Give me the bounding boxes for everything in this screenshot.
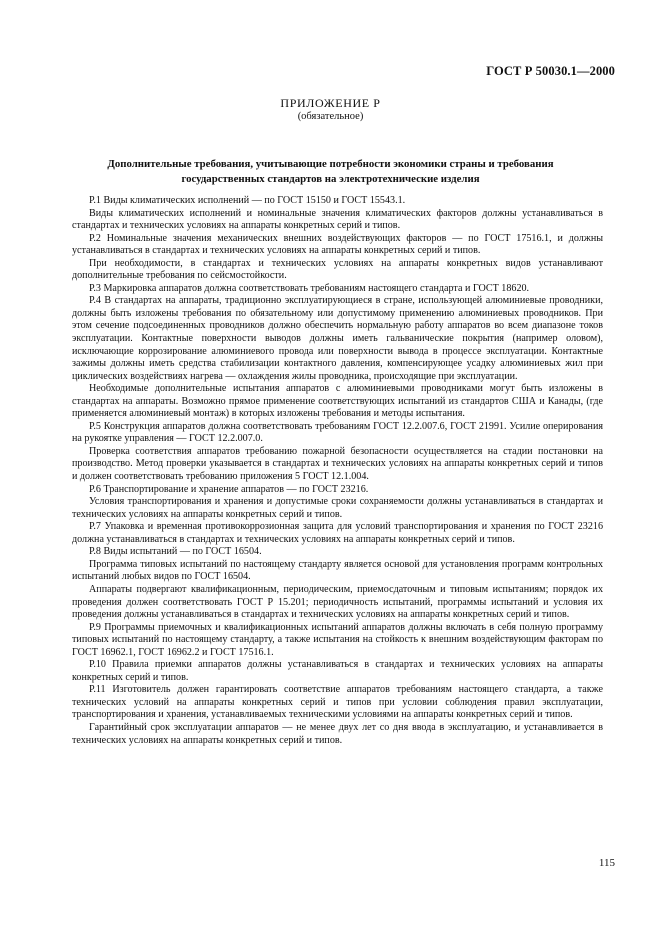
section-heading: Дополнительные требования, учитывающие потребности экономики страны и требования государственных стандартов на электротехнические изделия — [107, 158, 554, 185]
paragraph: Проверка соответствия аппаратов требованию пожарной безопасности осуществляется на стадии постановки на производство. Метод проверки указывается в стандартах и технических условиях на аппараты конкретных серий и типов и должен соответствовать требованию приложения 5 ГОСТ 12.1.004. — [72, 445, 603, 483]
paragraph: При необходимости, в стандартах и технических условиях на аппараты конкретных видов устанавливают дополнительные требования по сейсмостойкости. — [72, 257, 603, 282]
paragraph: Виды климатических исполнений и номинальные значения климатических факторов должны устанавливаться в стандартах и технических условиях на аппараты конкретных серий и типов. — [72, 207, 603, 232]
page-number: 115 — [598, 857, 615, 869]
paragraph: Аппараты подвергают квалификационным, периодическим, приемосдаточным и типовым испытаниям; порядок их проведения должен соответствовать ГОСТ Р 15.201; периодичность испытаний, программы испытаний и условия их проведения должны устанавливаться в стандартах и технических условиях на аппараты конкретных серий и типов. — [72, 583, 603, 621]
paragraph: Условия транспортирования и хранения и допустимые сроки сохраняемости должны устанавливаться в стандартах и технических условиях на аппараты конкретных серий и типов. — [72, 496, 603, 520]
paragraph: Р.9 Программы приемочных и квалификационных испытаний аппаратов должны включать в себя полную программу типовых испытаний по настоящему стандарту, а также испытания на стойкость к внешним воздействующим факторам по ГОСТ 16962.1, ГОСТ 16962.2 и ГОСТ 17516.1. — [72, 621, 603, 658]
appendix-title: ПРИЛОЖЕНИЕ Р — [280, 96, 381, 110]
paragraph: Необходимые дополнительные испытания аппаратов с алюминиевыми проводниками могут быть изложены в стандартах на аппараты. Возможно прямое применение соответствующих испытаний из стандартов США и Канады, (где применяется алюминиевый монтаж) в которых изложены требования и методы испытания. — [72, 383, 603, 420]
paragraph: Р.1 Виды климатических исполнений — по ГОСТ 15150 и ГОСТ 15543.1. — [89, 195, 406, 206]
paragraph: Р.11 Изготовитель должен гарантировать соответствие аппаратов требованиям настоящего стандарта, а также технических условий на аппараты конкретных серий и типов при условии соблюдения правил эксплуатации, транспортирования и хранения, устанавливаемых техническими условиями на аппараты конкретных серий и типов. — [72, 684, 603, 721]
paragraph: Р.10 Правила приемки аппаратов должны устанавливаться в стандартах и технических условиях на аппараты конкретных серий и типов. — [72, 659, 603, 683]
paragraph: Р.7 Упаковка и временная противокоррозионная защита для условий транспортирования и хранения по ГОСТ 23216 должна устанавливаться в стандартах и технических условиях на аппараты конкретных серий и типов. — [72, 521, 603, 545]
appendix-subtitle: (обязательное) — [297, 111, 364, 122]
paragraph: Программа типовых испытаний по настоящему стандарту является основой для установления программ контрольных испытаний любых видов по ГОСТ 16504. — [72, 558, 603, 583]
paragraph: Р.5 Конструкция аппаратов должна соответствовать требованиям ГОСТ 12.2.007.6, ГОСТ 21991. Усилие оперирования на рукоятке управления — ГОСТ 12.2.007.0. — [72, 420, 603, 445]
paragraph: Р.6 Транспортирование и хранение аппаратов — по ГОСТ 23216. — [89, 483, 369, 495]
paragraph: Р.2 Номинальные значения механических внешних воздействующих факторов — по ГОСТ 17516.1, и должны устанавливаться в стандартах и технических условиях на аппараты конкретных серий и типов. — [72, 232, 603, 257]
paragraph: Р.8 Виды испытаний — по ГОСТ 16504. — [89, 546, 262, 558]
paragraph: Р.3 Маркировка аппаратов должна соответствовать требованиям настоящего стандарта и ГОСТ 18620. — [89, 282, 530, 294]
standard-code: ГОСТ Р 50030.1—2000 — [486, 64, 615, 78]
paragraph: Р.4 В стандартах на аппараты, традиционно эксплуатирующиеся в стране, использующей алюминиевые проводники, должны быть изложены требования по обязательному или допустимому применению алюминиевых проводников. При этом сечение подсоединенных проводников должно обеспечить нормальную работу аппаратов во всем диапазоне токов эксплуатации. Контактные поверхности выводов должны иметь гальванические покрытия (например оловом), исключающие коррозирование алюминиевого провода или поверхности вывода в процессе эксплуатации. Контактные зажимы должны иметь средства стабилизации контактного давления, компенсирующее усадку алюминиевых жил при циклических воздействиях нагрева — охлаждения жилы проводника, происходящие при эксплуатации. — [72, 295, 603, 382]
body-text — [72, 195, 603, 747]
paragraph: Гарантийный срок эксплуатации аппаратов — не менее двух лет со дня ввода в эксплуатацию, и устанавливается в технических условиях на аппараты конкретных серий и типов. — [72, 721, 603, 746]
